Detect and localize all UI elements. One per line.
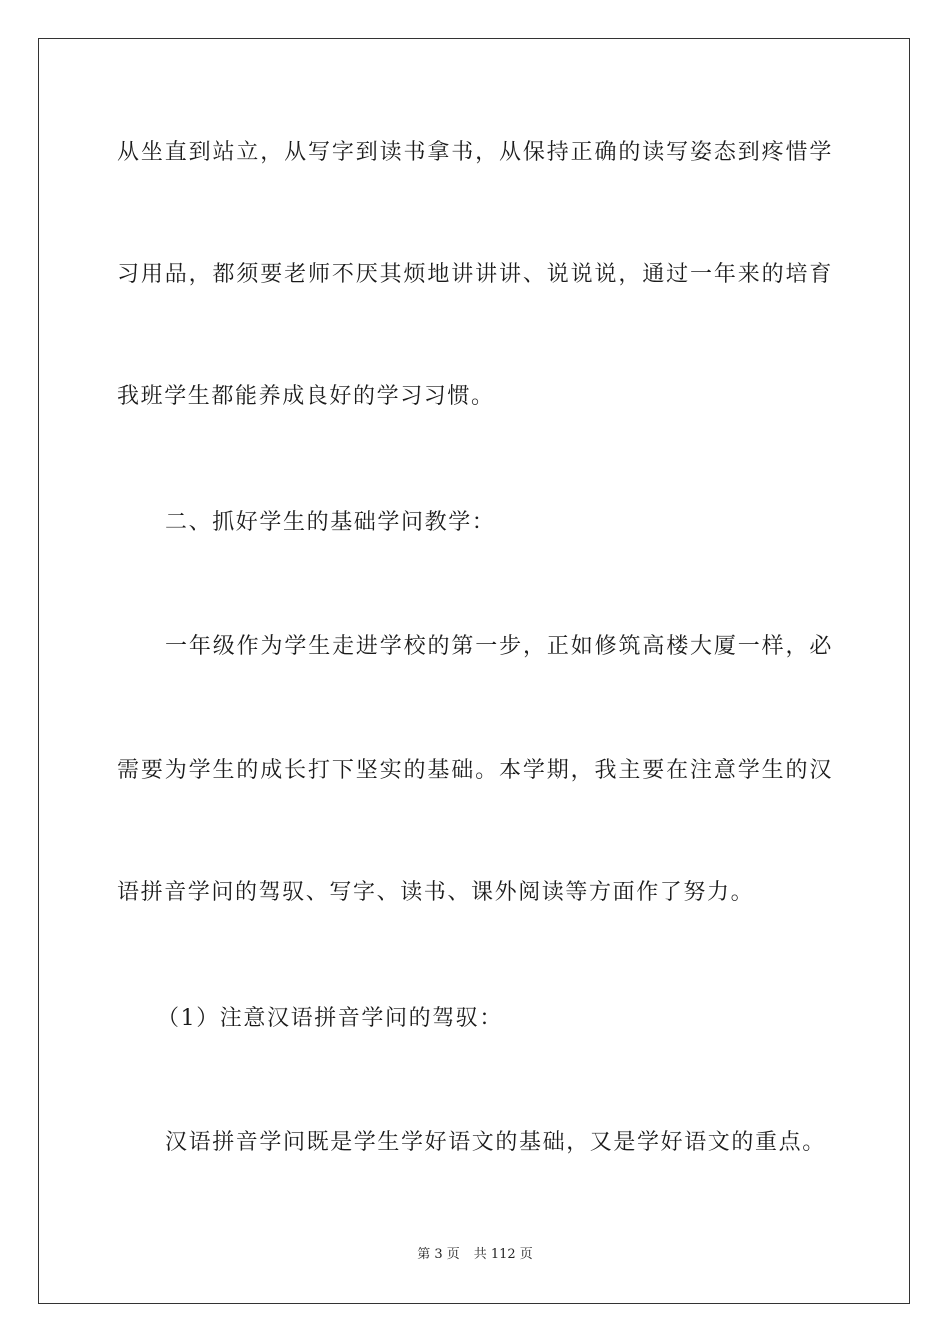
body-text-line: 一年级作为学生走进学校的第一步，正如修筑高楼大厦一样，必	[165, 634, 833, 659]
body-text-line: 从坐直到站立，从写字到读书拿书，从保持正确的读写姿态到疼惜学	[117, 140, 833, 165]
body-text-line: 语拼音学问的驾驭、写字、读书、课外阅读等方面作了努力。	[117, 880, 755, 905]
body-text-line: 我班学生都能养成良好的学习习惯。	[117, 384, 495, 409]
page-border	[38, 38, 910, 1304]
section-heading: 二、抓好学生的基础学问教学：	[165, 510, 496, 535]
body-text-line: 需要为学生的成长打下坚实的基础。本学期，我主要在注意学生的汉	[117, 758, 833, 783]
page-number: 第 3 页	[417, 1247, 460, 1262]
body-text-line: 习用品，都须要老师不厌其烦地讲讲讲、说说说，通过一年来的培育	[117, 262, 833, 287]
body-text-line: 汉语拼音学问既是学生学好语文的基础，又是学好语文的重点。	[165, 1130, 826, 1155]
page-footer	[0, 1246, 950, 1264]
total-pages: 共 112 页	[473, 1247, 533, 1262]
subsection-heading: （1）注意汉语拼音学问的驾驭：	[157, 1006, 503, 1031]
